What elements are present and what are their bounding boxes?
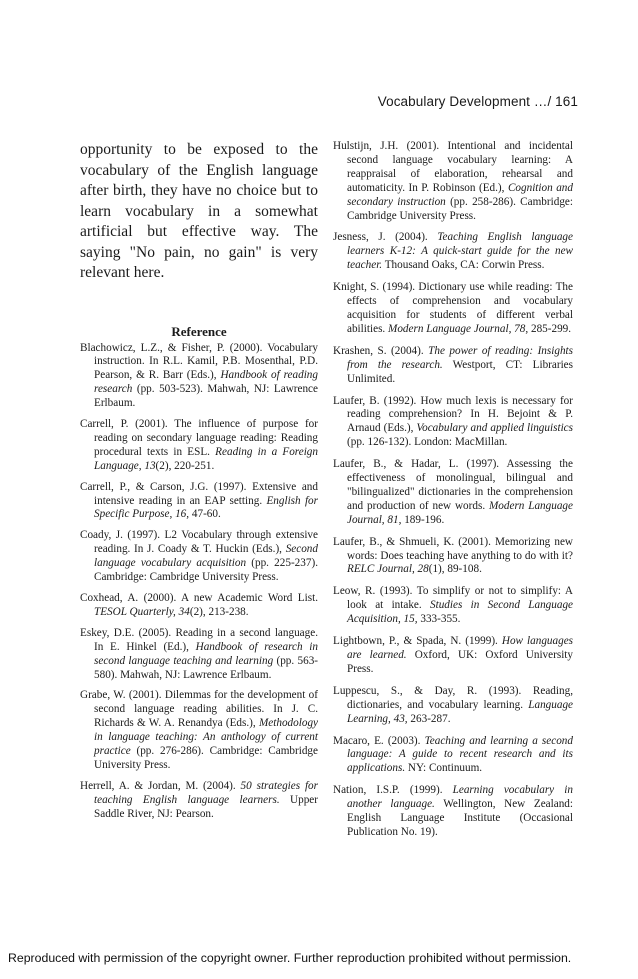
reference-text: Nation, I.S.P. (1999).	[333, 784, 453, 797]
reference-title: Handbook of reading research	[94, 369, 318, 396]
reference-text: Krashen, S. (2004).	[333, 344, 429, 357]
reference-item	[80, 689, 318, 772]
reference-title: How languages are learned.	[347, 635, 574, 661]
reference-text: Lightbown, P., & Spada, N. (1999).	[333, 635, 502, 648]
reference-item	[80, 342, 318, 412]
reference-title: Handbook of research in second language teaching and learning	[94, 640, 319, 667]
reference-title: Cognition and secondary instruction	[347, 181, 573, 208]
reference-text: (1), 89-108.	[428, 563, 482, 576]
reference-item	[80, 627, 318, 683]
reference-title: Methodology in language teaching: An anthology of current practice	[94, 717, 318, 758]
reference-item	[80, 592, 318, 620]
reference-text: (pp. 258-286). Cambridge: Cambridge University Press.	[347, 195, 573, 222]
reference-item	[333, 395, 573, 451]
reference-text: Hulstijn, J.H. (2001). Intentional and incidental second language vocabulary learning: A reappraisal of elaboration, rehearsal and automaticity. In P. Robinson (Ed.),	[333, 140, 573, 194]
reference-title: Second language vocabulary acquisition	[94, 543, 318, 570]
reference-text: Wellington, New Zealand: English Language Institute (Occasional Publication No. 19).	[347, 798, 573, 838]
reference-text: Thousand Oaks, CA: Corwin Press.	[382, 259, 545, 272]
reference-item	[80, 418, 318, 474]
reference-title: 50 strategies for teaching English language learners.	[94, 779, 318, 806]
reference-item	[80, 780, 318, 822]
reference-title: Reading in a Foreign Language, 13	[94, 445, 318, 472]
reference-text: (pp. 276-286). Cambridge: Cambridge University Press.	[94, 745, 318, 771]
reference-text: Herrell, A. & Jordan, M. (2004).	[80, 779, 241, 792]
reference-item	[333, 140, 573, 223]
reference-title: Language Learning, 43,	[347, 698, 573, 725]
right-column	[333, 140, 573, 848]
reference-text: Upper Saddle River, NJ: Pearson.	[94, 793, 318, 820]
reference-text: Laufer, B., & Shmueli, K. (2001). Memorizing new words: Does teaching have anything to do with it?	[333, 535, 573, 562]
reference-text: Coady, J. (1997). L2 Vocabulary through extensive reading. In J. Coady & T. Huckin (Eds.),	[80, 529, 318, 556]
reference-item	[80, 529, 318, 585]
reference-text: Eskey, D.E. (2005). Reading in a second language. In E. Hinkel (Ed.),	[80, 626, 318, 653]
reference-text: Carrell, P., & Carson, J.G. (1997). Extensive and intensive reading in an EAP setting.	[80, 480, 318, 507]
reference-title: English for Specific Purpose, 16,	[94, 494, 318, 521]
reference-text: 189-196.	[401, 513, 445, 526]
left-column	[80, 140, 318, 829]
reference-text: Coxhead, A. (2000). A new Academic Word List.	[80, 592, 318, 604]
reference-text: Laufer, B., & Hadar, L. (1997). Assessing the effectiveness of monolingual, bilingual and "bilingualized" dictionaries in the comprehension and production of new words.	[333, 458, 573, 512]
reference-text: 47-60.	[189, 508, 221, 521]
reference-text: Macaro, E. (2003).	[333, 734, 425, 747]
reference-title: Teaching and learning a second language: A guide to recent research and its applications.	[347, 734, 573, 775]
reference-list-right	[333, 140, 573, 840]
reference-text: (pp. 225-237). Cambridge: Cambridge University Press.	[94, 557, 318, 584]
reference-item	[333, 536, 573, 578]
reference-item	[80, 481, 318, 523]
reference-item	[333, 635, 573, 677]
reference-item	[333, 784, 573, 840]
reference-text: Blachowicz, L.Z., & Fisher, P. (2000). Vocabulary instruction. In R.L. Kamil, P.B. Mosenthal, P.D. Pearson, & R. Barr (Eds.),	[80, 341, 318, 382]
reference-title: Vocabulary and applied linguistics	[416, 422, 573, 435]
reference-item	[333, 685, 573, 727]
reference-text: (pp. 563-580). Mahwah, NJ: Lawrence Erlbaum.	[94, 654, 319, 681]
reference-item	[333, 345, 573, 387]
reference-title: Learning vocabulary in another language.	[347, 784, 573, 811]
reference-item	[333, 458, 573, 528]
reference-item	[333, 281, 573, 337]
reference-title: TESOL Quarterly, 34	[94, 605, 190, 618]
reference-text: Carrell, P. (2001). The influence of purpose for reading on secondary language reading: Reading procedural texts in ESL.	[80, 418, 318, 458]
reference-text: Knight, S. (1994). Dictionary use while reading: The effects of comprehension and vocabulary acquisition for students of different verbal abilities.	[333, 281, 573, 335]
reference-title: RELC Journal, 28	[347, 563, 429, 576]
references-heading: Reference	[171, 323, 227, 339]
reference-title: Modern Language Journal, 78,	[388, 322, 529, 335]
reference-title: Modern Language Journal, 81,	[347, 499, 573, 526]
running-head: Vocabulary Development …/ 161	[377, 94, 578, 109]
reference-title: Studies in Second Language Acquisition, 15,	[347, 599, 573, 626]
reference-item	[333, 585, 573, 627]
reference-text: Oxford, UK: Oxford University Press.	[347, 649, 573, 675]
reference-text: Laufer, B. (1992). How much lexis is necessary for reading comprehension? In H. Bejoint & P. Arnaud (Eds.),	[333, 394, 573, 435]
reference-text: NY: Continuum.	[405, 762, 483, 775]
reference-title: Teaching English language learners K-12: A quick-start guide for the new teacher.	[347, 231, 573, 272]
reference-text: Leow, R. (1993). To simplify or not to simplify: A look at intake.	[333, 585, 573, 612]
reference-text: 285-299.	[528, 322, 572, 335]
reference-text: Jesness, J. (2004).	[333, 231, 438, 244]
reference-list-left	[80, 342, 318, 822]
reference-item	[333, 231, 573, 273]
reference-item	[333, 735, 573, 777]
reference-text: Westport, CT: Libraries Unlimited.	[347, 358, 574, 385]
reference-text: Grabe, W. (2001). Dilemmas for the development of second language reading abilities. In J. C. Richards & W. A. Renandya (Eds.),	[80, 689, 318, 730]
reference-title: The power of reading: Insights from the research.	[347, 344, 573, 371]
body-paragraph: opportunity to be exposed to the vocabulary of the English language after birth, they have no choice but to learn vocabulary in a somewhat artificial but effective way. The saying "No pain, no gain" is very relevant here.	[80, 141, 318, 281]
reference-text: 263-287.	[407, 712, 451, 725]
reference-text: (2), 220-251.	[155, 459, 215, 472]
reference-text: (2), 213-238.	[189, 605, 249, 618]
copyright-footer: Reproduced with permission of the copyright owner. Further reproduction prohibited without permission.	[8, 951, 572, 965]
reference-text: Luppescu, S., & Day, R. (1993). Reading, dictionaries, and vocabulary learning.	[333, 684, 573, 711]
reference-text: (pp. 503-523). Mahwah, NJ: Lawrence Erlbaum.	[94, 383, 318, 410]
reference-text: (pp. 126-132). London: MacMillan.	[347, 436, 508, 449]
reference-text: 333-355.	[417, 613, 461, 626]
